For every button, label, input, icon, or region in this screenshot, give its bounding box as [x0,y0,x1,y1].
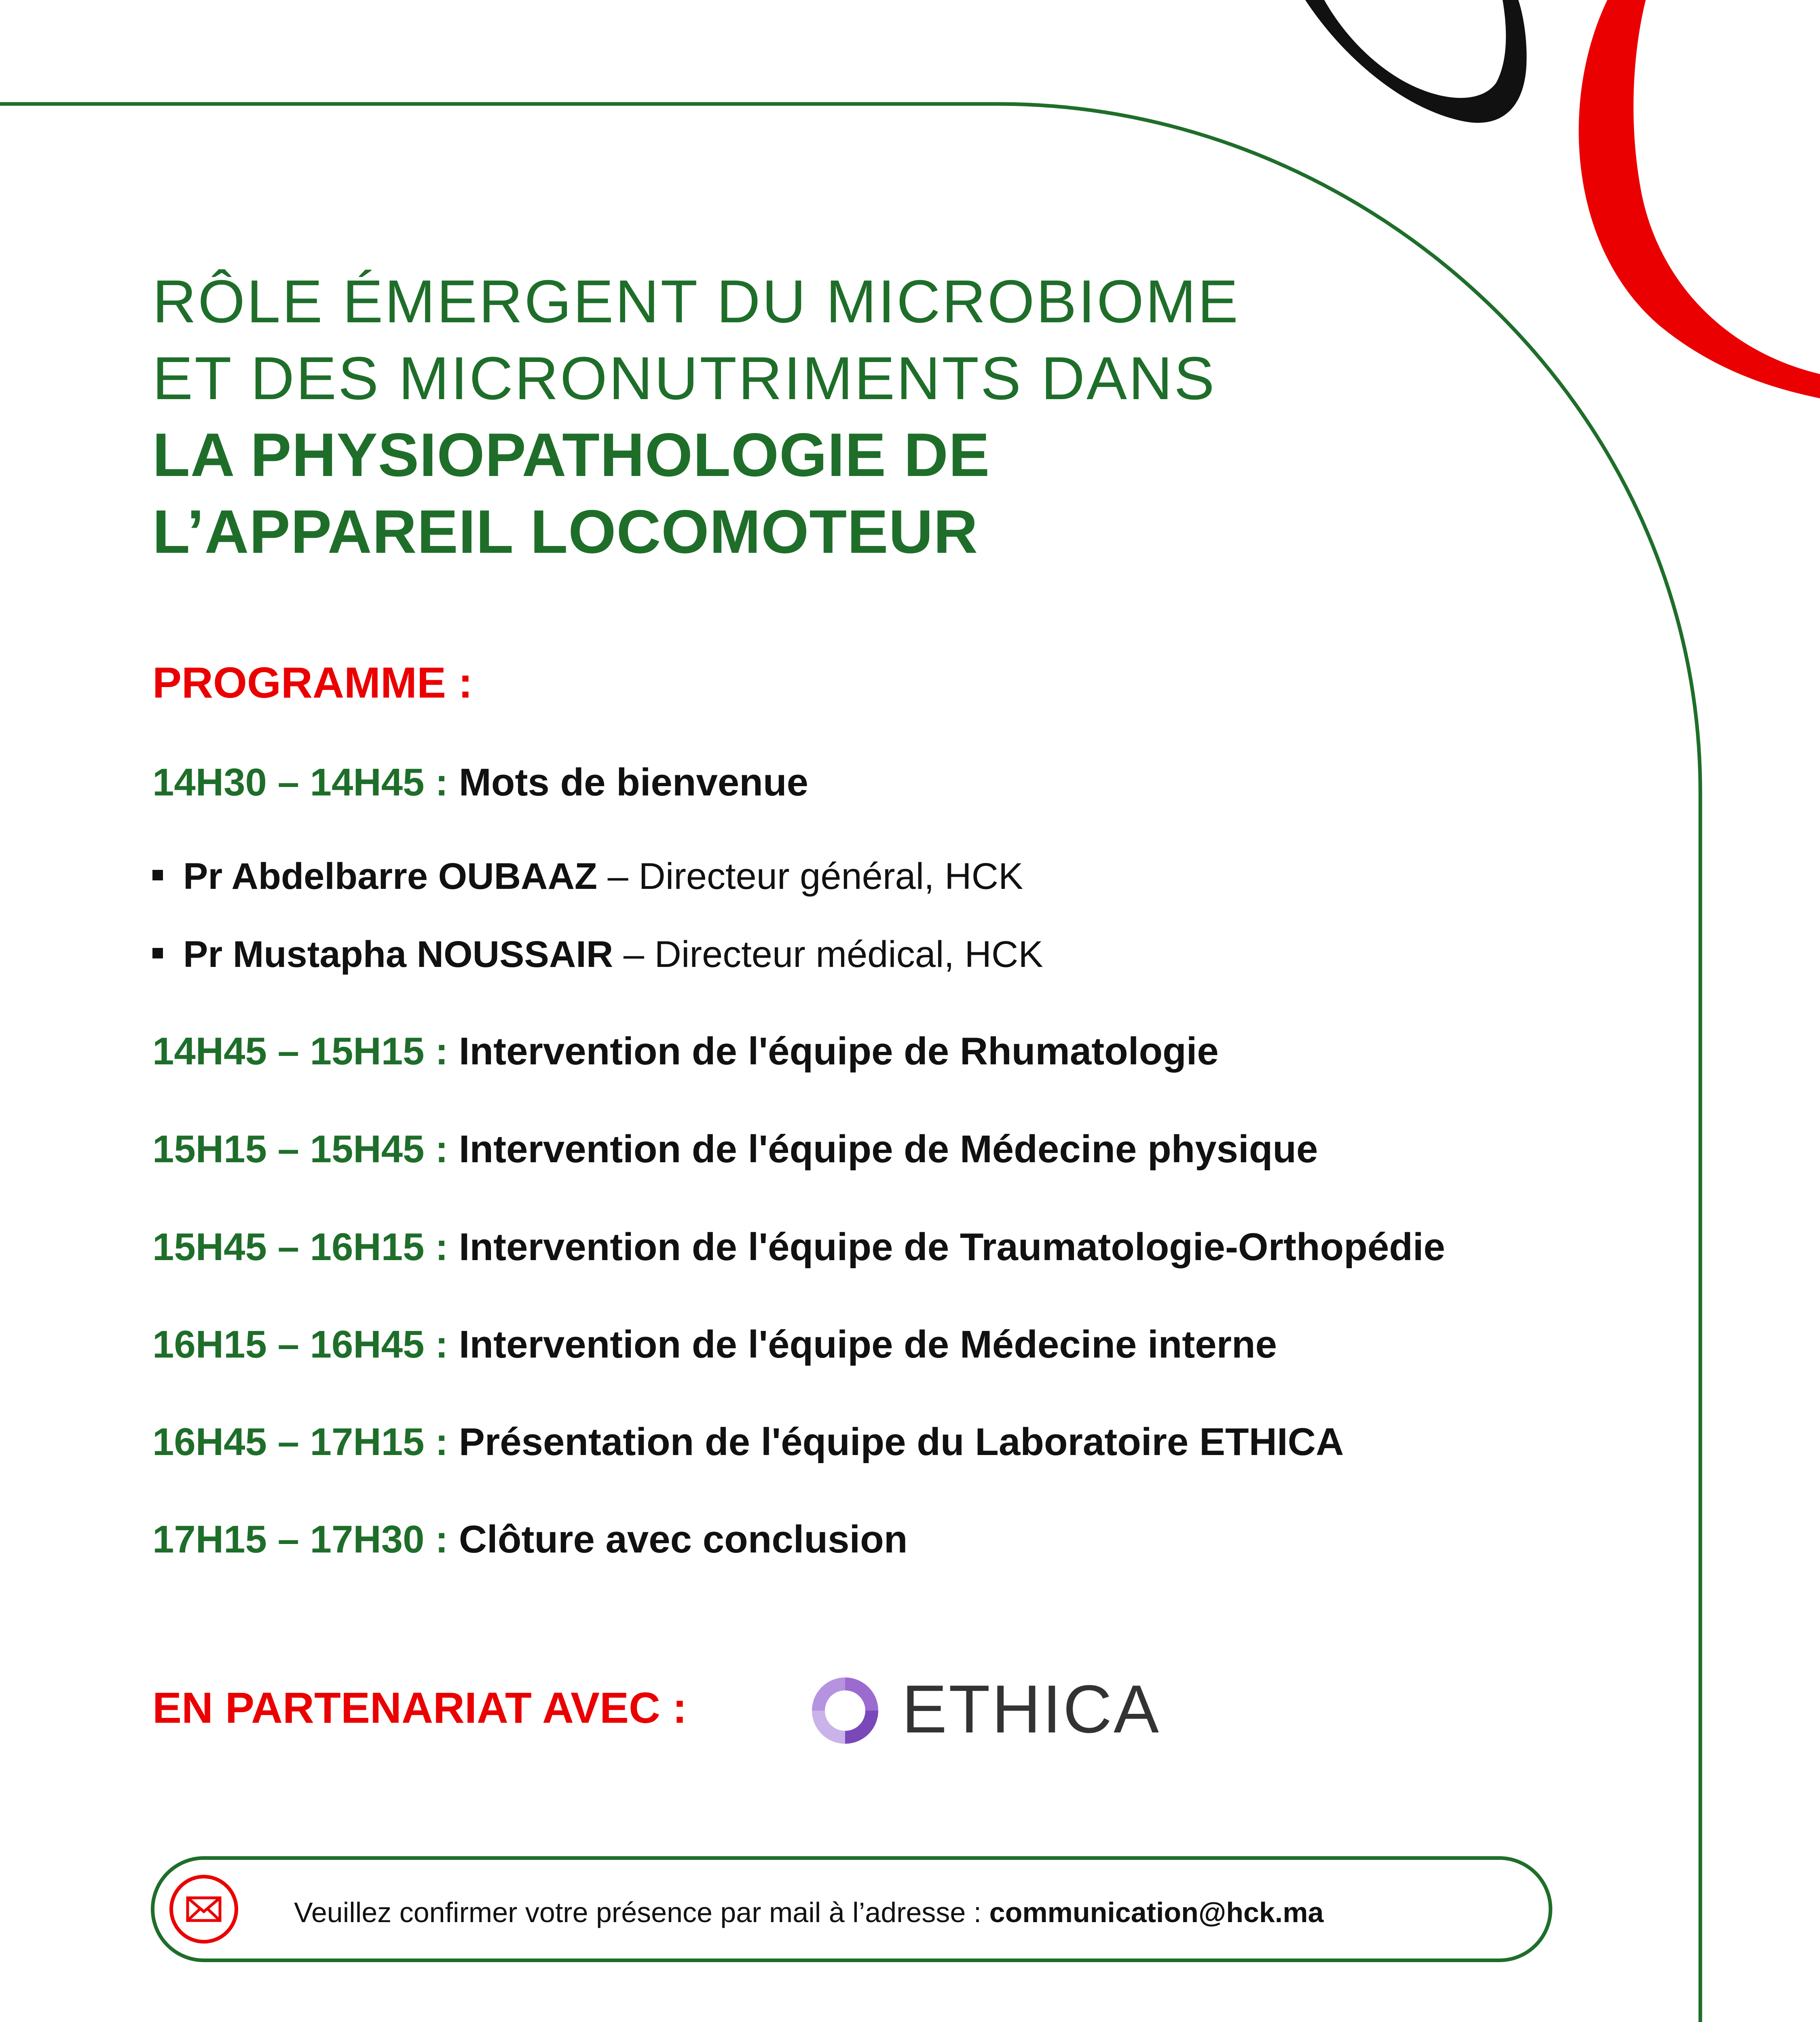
black-swoosh [1305,0,1526,123]
schedule-time: 14H30 – 14H45 : [152,761,448,804]
partner-heading: EN PARTENARIAT AVEC : [152,1683,687,1732]
title-light [152,263,1240,417]
schedule-time: 16H15 – 16H45 : [152,1323,448,1366]
title-line-2: ET DES MICRONUTRIMENTS DANS [152,344,1216,412]
schedule-row [152,1127,1318,1172]
speaker-role: – Directeur général, HCK [597,856,1023,897]
schedule-label: Intervention de l'équipe de Traumatologie-Orthopédie [459,1225,1445,1269]
schedule-row [152,760,808,805]
schedule-label: Mots de bienvenue [459,761,808,804]
red-swoosh [1579,0,1820,398]
confirm-text [294,1896,1323,1929]
schedule-row [152,1517,907,1562]
schedule-time: 14H45 – 15H15 : [152,1030,448,1073]
schedule-time: 17H15 – 17H30 : [152,1518,448,1561]
mail-icon-circle [169,1875,238,1944]
bullet-square-icon [152,948,163,958]
speaker-item [152,855,1023,898]
title-line-3: LA PHYSIOPATHOLOGIE DE [152,421,990,489]
schedule-row [152,1225,1445,1269]
schedule-time: 15H15 – 15H45 : [152,1127,448,1171]
schedule-time: 15H45 – 16H15 : [152,1225,448,1269]
speaker-item [152,933,1043,976]
speaker-role: – Directeur médical, HCK [613,934,1043,975]
schedule-label: Présentation de l'équipe du Laboratoire ETHICA [459,1420,1344,1464]
partner-name: ETHICA [902,1671,1161,1747]
confirm-email-link[interactable]: communication@hck.ma [989,1897,1324,1928]
programme-heading: PROGRAMME : [152,658,473,707]
schedule-label: Intervention de l'équipe de Rhumatologie [459,1030,1219,1073]
speaker-name: Pr Mustapha NOUSSAIR [183,934,613,975]
schedule-row [152,1420,1344,1464]
schedule-time: 16H45 – 17H15 : [152,1420,448,1464]
bullet-square-icon [152,870,163,880]
schedule-row [152,1029,1219,1074]
confirm-message: Veuillez confirmer votre présence par mail à l’adresse : [294,1897,989,1928]
ethica-logo-icon [805,1670,886,1751]
confirm-box [151,1856,1552,1962]
schedule-label: Clôture avec conclusion [459,1518,908,1561]
schedule-label: Intervention de l'équipe de Médecine interne [459,1323,1277,1366]
speaker-name: Pr Abdelbarre OUBAAZ [183,856,598,897]
mail-icon [173,1878,235,1940]
schedule-row [152,1322,1277,1367]
title-bold [152,417,990,570]
schedule-label: Intervention de l'équipe de Médecine physique [459,1127,1318,1171]
title-line-1: RÔLE ÉMERGENT DU MICROBIOME [152,267,1240,335]
title-line-4: L’APPAREIL LOCOMOTEUR [152,497,979,566]
